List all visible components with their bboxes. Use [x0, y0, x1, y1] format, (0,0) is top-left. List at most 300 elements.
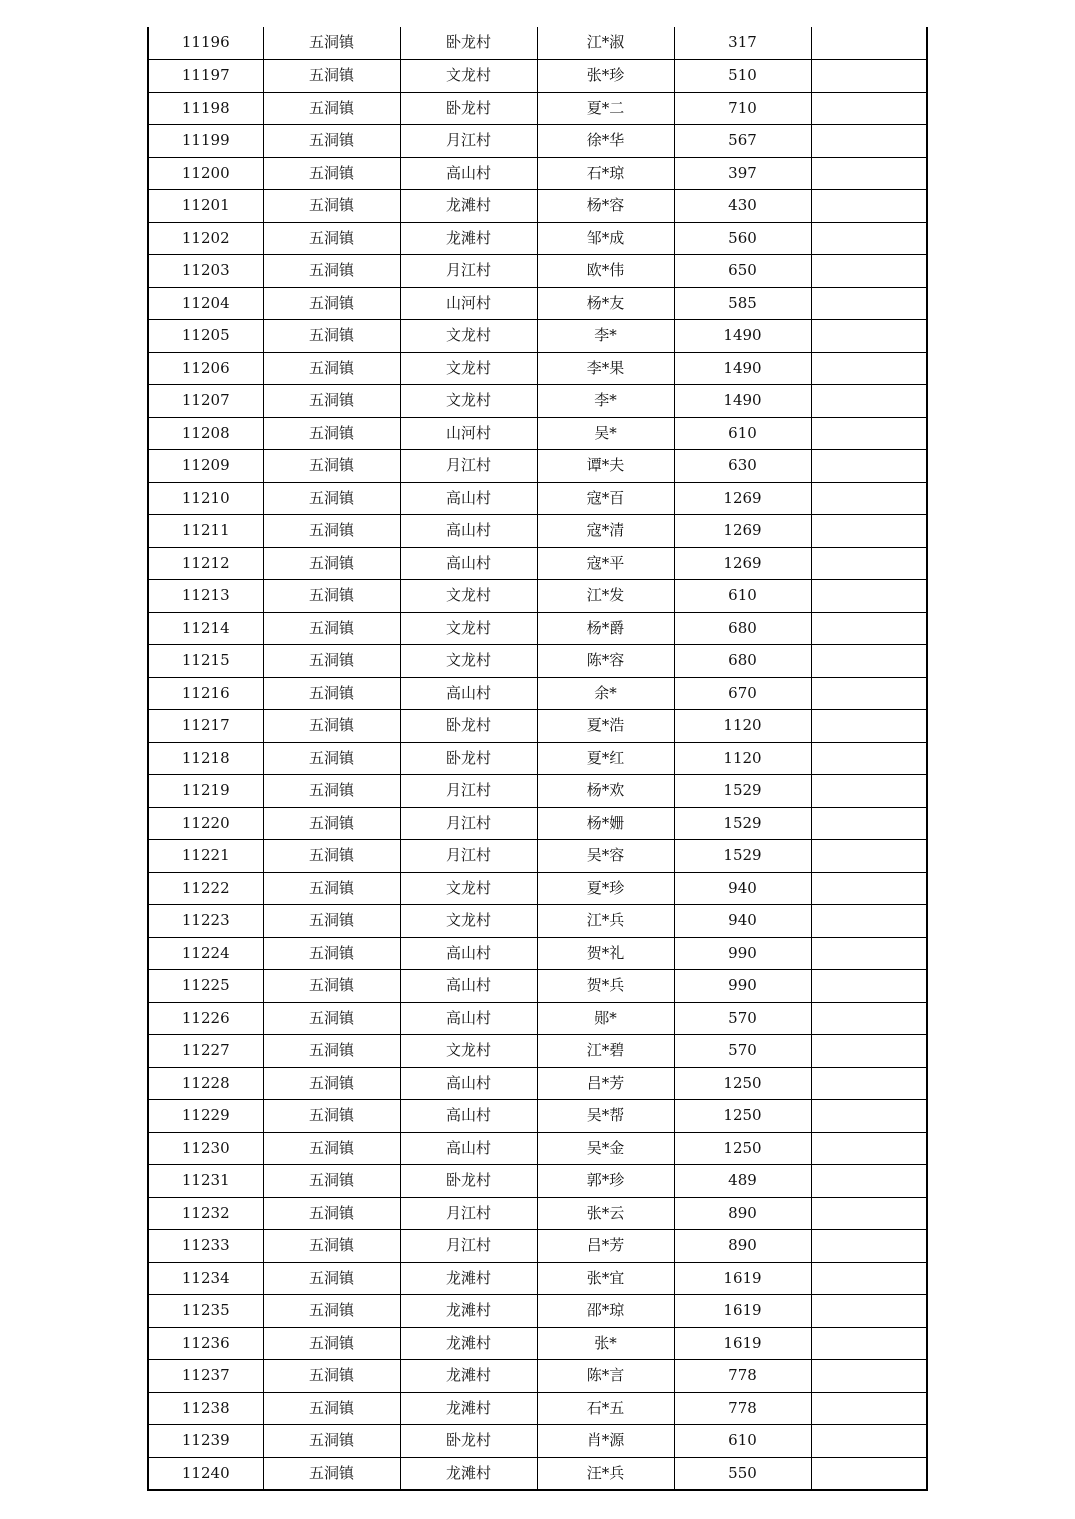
village-cell: 卧龙村: [400, 742, 537, 775]
table-row: [148, 1100, 927, 1133]
name-cell: 李*: [537, 320, 674, 353]
amount-cell: 567: [674, 125, 811, 158]
village-cell: 龙滩村: [400, 1360, 537, 1393]
remark-cell: [811, 417, 927, 450]
town-cell: 五洞镇: [263, 1392, 400, 1425]
amount-cell: 778: [674, 1392, 811, 1425]
name-cell: 张*云: [537, 1197, 674, 1230]
table-row: [148, 1360, 927, 1393]
town-cell: 五洞镇: [263, 580, 400, 613]
serial-number-cell: 11222: [148, 872, 263, 905]
serial-number-cell: 11232: [148, 1197, 263, 1230]
town-cell: 五洞镇: [263, 515, 400, 548]
town-cell: 五洞镇: [263, 27, 400, 60]
remark-cell: [811, 1457, 927, 1490]
amount-cell: 1120: [674, 742, 811, 775]
amount-cell: 680: [674, 645, 811, 678]
serial-number-cell: 11220: [148, 807, 263, 840]
amount-cell: 550: [674, 1457, 811, 1490]
name-cell: 杨*欢: [537, 775, 674, 808]
remark-cell: [811, 1132, 927, 1165]
amount-cell: 560: [674, 222, 811, 255]
amount-cell: 1490: [674, 320, 811, 353]
table-row: [148, 1165, 927, 1198]
amount-cell: 610: [674, 580, 811, 613]
village-cell: 卧龙村: [400, 1165, 537, 1198]
village-cell: 文龙村: [400, 872, 537, 905]
serial-number-cell: 11215: [148, 645, 263, 678]
name-cell: 寇*清: [537, 515, 674, 548]
remark-cell: [811, 677, 927, 710]
remark-cell: [811, 255, 927, 288]
serial-number-cell: 11227: [148, 1035, 263, 1068]
name-cell: 邵*琼: [537, 1295, 674, 1328]
table-row: [148, 807, 927, 840]
serial-number-cell: 11197: [148, 60, 263, 93]
village-cell: 月江村: [400, 450, 537, 483]
table-row: [148, 775, 927, 808]
remark-cell: [811, 482, 927, 515]
serial-number-cell: 11201: [148, 190, 263, 223]
table-row: [148, 222, 927, 255]
serial-number-cell: 11237: [148, 1360, 263, 1393]
village-cell: 文龙村: [400, 320, 537, 353]
village-cell: 高山村: [400, 970, 537, 1003]
town-cell: 五洞镇: [263, 1295, 400, 1328]
amount-cell: 890: [674, 1230, 811, 1263]
table-row: [148, 1327, 927, 1360]
remark-cell: [811, 1100, 927, 1133]
remark-cell: [811, 612, 927, 645]
town-cell: 五洞镇: [263, 1035, 400, 1068]
remark-cell: [811, 190, 927, 223]
remark-cell: [811, 840, 927, 873]
name-cell: 夏*二: [537, 92, 674, 125]
name-cell: 江*碧: [537, 1035, 674, 1068]
name-cell: 张*宜: [537, 1262, 674, 1295]
amount-cell: 1619: [674, 1262, 811, 1295]
amount-cell: 1619: [674, 1327, 811, 1360]
table-row: [148, 1197, 927, 1230]
serial-number-cell: 11202: [148, 222, 263, 255]
town-cell: 五洞镇: [263, 742, 400, 775]
town-cell: 五洞镇: [263, 92, 400, 125]
village-cell: 龙滩村: [400, 1262, 537, 1295]
remark-cell: [811, 222, 927, 255]
town-cell: 五洞镇: [263, 125, 400, 158]
town-cell: 五洞镇: [263, 1360, 400, 1393]
amount-cell: 397: [674, 157, 811, 190]
village-cell: 龙滩村: [400, 1295, 537, 1328]
remark-cell: [811, 450, 927, 483]
serial-number-cell: 11239: [148, 1425, 263, 1458]
table-row: [148, 287, 927, 320]
data-sheet: [147, 27, 926, 1491]
table-row: [148, 482, 927, 515]
remark-cell: [811, 742, 927, 775]
serial-number-cell: 11218: [148, 742, 263, 775]
remark-cell: [811, 92, 927, 125]
amount-cell: 1619: [674, 1295, 811, 1328]
remark-cell: [811, 1327, 927, 1360]
village-cell: 山河村: [400, 417, 537, 450]
name-cell: 石*五: [537, 1392, 674, 1425]
town-cell: 五洞镇: [263, 157, 400, 190]
name-cell: 杨*姗: [537, 807, 674, 840]
table-row: [148, 417, 927, 450]
serial-number-cell: 11209: [148, 450, 263, 483]
name-cell: 郧*: [537, 1002, 674, 1035]
town-cell: 五洞镇: [263, 872, 400, 905]
table-row: [148, 157, 927, 190]
remark-cell: [811, 547, 927, 580]
village-cell: 文龙村: [400, 645, 537, 678]
remark-cell: [811, 970, 927, 1003]
serial-number-cell: 11231: [148, 1165, 263, 1198]
village-cell: 龙滩村: [400, 222, 537, 255]
village-cell: 卧龙村: [400, 92, 537, 125]
village-cell: 高山村: [400, 515, 537, 548]
table-row: [148, 612, 927, 645]
town-cell: 五洞镇: [263, 450, 400, 483]
village-cell: 卧龙村: [400, 27, 537, 60]
amount-cell: 890: [674, 1197, 811, 1230]
table-row: [148, 1262, 927, 1295]
serial-number-cell: 11240: [148, 1457, 263, 1490]
village-cell: 龙滩村: [400, 1457, 537, 1490]
serial-number-cell: 11203: [148, 255, 263, 288]
amount-cell: 710: [674, 92, 811, 125]
serial-number-cell: 11223: [148, 905, 263, 938]
town-cell: 五洞镇: [263, 1067, 400, 1100]
table-row: [148, 1295, 927, 1328]
village-cell: 月江村: [400, 840, 537, 873]
town-cell: 五洞镇: [263, 190, 400, 223]
village-cell: 文龙村: [400, 580, 537, 613]
records-table: [147, 27, 928, 1491]
amount-cell: 680: [674, 612, 811, 645]
amount-cell: 610: [674, 417, 811, 450]
remark-cell: [811, 352, 927, 385]
remark-cell: [811, 1392, 927, 1425]
name-cell: 邹*成: [537, 222, 674, 255]
remark-cell: [811, 580, 927, 613]
town-cell: 五洞镇: [263, 1230, 400, 1263]
table-row: [148, 840, 927, 873]
remark-cell: [811, 1295, 927, 1328]
amount-cell: 1490: [674, 352, 811, 385]
town-cell: 五洞镇: [263, 1197, 400, 1230]
amount-cell: 778: [674, 1360, 811, 1393]
serial-number-cell: 11219: [148, 775, 263, 808]
serial-number-cell: 11228: [148, 1067, 263, 1100]
remark-cell: [811, 1425, 927, 1458]
serial-number-cell: 11212: [148, 547, 263, 580]
village-cell: 文龙村: [400, 60, 537, 93]
town-cell: 五洞镇: [263, 482, 400, 515]
serial-number-cell: 11221: [148, 840, 263, 873]
serial-number-cell: 11214: [148, 612, 263, 645]
town-cell: 五洞镇: [263, 320, 400, 353]
town-cell: 五洞镇: [263, 1327, 400, 1360]
table-row: [148, 320, 927, 353]
serial-number-cell: 11229: [148, 1100, 263, 1133]
serial-number-cell: 11196: [148, 27, 263, 60]
town-cell: 五洞镇: [263, 840, 400, 873]
remark-cell: [811, 872, 927, 905]
village-cell: 卧龙村: [400, 1425, 537, 1458]
town-cell: 五洞镇: [263, 1132, 400, 1165]
town-cell: 五洞镇: [263, 1425, 400, 1458]
table-row: [148, 872, 927, 905]
table-row: [148, 580, 927, 613]
name-cell: 贺*礼: [537, 937, 674, 970]
town-cell: 五洞镇: [263, 710, 400, 743]
amount-cell: 650: [674, 255, 811, 288]
village-cell: 龙滩村: [400, 190, 537, 223]
village-cell: 龙滩村: [400, 1327, 537, 1360]
amount-cell: 489: [674, 1165, 811, 1198]
amount-cell: 1269: [674, 482, 811, 515]
amount-cell: 1269: [674, 547, 811, 580]
serial-number-cell: 11199: [148, 125, 263, 158]
table-row: [148, 710, 927, 743]
village-cell: 文龙村: [400, 385, 537, 418]
remark-cell: [811, 1230, 927, 1263]
table-row: [148, 60, 927, 93]
village-cell: 月江村: [400, 807, 537, 840]
remark-cell: [811, 320, 927, 353]
name-cell: 江*兵: [537, 905, 674, 938]
name-cell: 江*淑: [537, 27, 674, 60]
remark-cell: [811, 775, 927, 808]
amount-cell: 940: [674, 905, 811, 938]
name-cell: 欧*伟: [537, 255, 674, 288]
table-row: [148, 1425, 927, 1458]
village-cell: 高山村: [400, 482, 537, 515]
remark-cell: [811, 1262, 927, 1295]
name-cell: 吴*: [537, 417, 674, 450]
amount-cell: 1250: [674, 1100, 811, 1133]
table-row: [148, 1002, 927, 1035]
village-cell: 文龙村: [400, 905, 537, 938]
name-cell: 江*发: [537, 580, 674, 613]
remark-cell: [811, 1035, 927, 1068]
serial-number-cell: 11217: [148, 710, 263, 743]
table-row: [148, 27, 927, 60]
table-row: [148, 1230, 927, 1263]
serial-number-cell: 11233: [148, 1230, 263, 1263]
amount-cell: 1250: [674, 1132, 811, 1165]
amount-cell: 1529: [674, 807, 811, 840]
town-cell: 五洞镇: [263, 1262, 400, 1295]
remark-cell: [811, 1197, 927, 1230]
name-cell: 徐*华: [537, 125, 674, 158]
village-cell: 高山村: [400, 1100, 537, 1133]
table-row: [148, 450, 927, 483]
remark-cell: [811, 287, 927, 320]
village-cell: 月江村: [400, 775, 537, 808]
table-row: [148, 1392, 927, 1425]
amount-cell: 1490: [674, 385, 811, 418]
town-cell: 五洞镇: [263, 287, 400, 320]
amount-cell: 570: [674, 1035, 811, 1068]
remark-cell: [811, 937, 927, 970]
table-row: [148, 92, 927, 125]
name-cell: 石*琼: [537, 157, 674, 190]
name-cell: 吕*芳: [537, 1230, 674, 1263]
name-cell: 寇*百: [537, 482, 674, 515]
name-cell: 吕*芳: [537, 1067, 674, 1100]
village-cell: 高山村: [400, 937, 537, 970]
remark-cell: [811, 645, 927, 678]
name-cell: 贺*兵: [537, 970, 674, 1003]
name-cell: 杨*爵: [537, 612, 674, 645]
serial-number-cell: 11226: [148, 1002, 263, 1035]
name-cell: 杨*友: [537, 287, 674, 320]
town-cell: 五洞镇: [263, 547, 400, 580]
remark-cell: [811, 157, 927, 190]
serial-number-cell: 11207: [148, 385, 263, 418]
table-row: [148, 125, 927, 158]
village-cell: 文龙村: [400, 612, 537, 645]
table-row: [148, 547, 927, 580]
town-cell: 五洞镇: [263, 937, 400, 970]
name-cell: 夏*浩: [537, 710, 674, 743]
table-row: [148, 385, 927, 418]
remark-cell: [811, 905, 927, 938]
name-cell: 谭*夫: [537, 450, 674, 483]
village-cell: 文龙村: [400, 1035, 537, 1068]
name-cell: 寇*平: [537, 547, 674, 580]
serial-number-cell: 11225: [148, 970, 263, 1003]
town-cell: 五洞镇: [263, 1165, 400, 1198]
serial-number-cell: 11198: [148, 92, 263, 125]
remark-cell: [811, 1360, 927, 1393]
name-cell: 张*: [537, 1327, 674, 1360]
remark-cell: [811, 807, 927, 840]
amount-cell: 990: [674, 970, 811, 1003]
remark-cell: [811, 515, 927, 548]
amount-cell: 670: [674, 677, 811, 710]
serial-number-cell: 11213: [148, 580, 263, 613]
town-cell: 五洞镇: [263, 385, 400, 418]
serial-number-cell: 11205: [148, 320, 263, 353]
amount-cell: 1269: [674, 515, 811, 548]
village-cell: 月江村: [400, 125, 537, 158]
amount-cell: 430: [674, 190, 811, 223]
town-cell: 五洞镇: [263, 970, 400, 1003]
name-cell: 李*果: [537, 352, 674, 385]
name-cell: 吴*金: [537, 1132, 674, 1165]
town-cell: 五洞镇: [263, 417, 400, 450]
name-cell: 陈*言: [537, 1360, 674, 1393]
serial-number-cell: 11216: [148, 677, 263, 710]
amount-cell: 1250: [674, 1067, 811, 1100]
town-cell: 五洞镇: [263, 222, 400, 255]
name-cell: 吴*帮: [537, 1100, 674, 1133]
amount-cell: 317: [674, 27, 811, 60]
town-cell: 五洞镇: [263, 807, 400, 840]
village-cell: 龙滩村: [400, 1392, 537, 1425]
name-cell: 郭*珍: [537, 1165, 674, 1198]
town-cell: 五洞镇: [263, 645, 400, 678]
village-cell: 月江村: [400, 255, 537, 288]
amount-cell: 990: [674, 937, 811, 970]
name-cell: 夏*红: [537, 742, 674, 775]
amount-cell: 510: [674, 60, 811, 93]
table-row: [148, 352, 927, 385]
town-cell: 五洞镇: [263, 255, 400, 288]
town-cell: 五洞镇: [263, 612, 400, 645]
name-cell: 夏*珍: [537, 872, 674, 905]
remark-cell: [811, 710, 927, 743]
table-row: [148, 515, 927, 548]
table-row: [148, 970, 927, 1003]
town-cell: 五洞镇: [263, 905, 400, 938]
serial-number-cell: 11211: [148, 515, 263, 548]
serial-number-cell: 11234: [148, 1262, 263, 1295]
amount-cell: 610: [674, 1425, 811, 1458]
amount-cell: 570: [674, 1002, 811, 1035]
name-cell: 张*珍: [537, 60, 674, 93]
village-cell: 高山村: [400, 1002, 537, 1035]
town-cell: 五洞镇: [263, 1100, 400, 1133]
village-cell: 高山村: [400, 677, 537, 710]
town-cell: 五洞镇: [263, 352, 400, 385]
table-row: [148, 1067, 927, 1100]
amount-cell: 940: [674, 872, 811, 905]
town-cell: 五洞镇: [263, 1457, 400, 1490]
table-row: [148, 645, 927, 678]
village-cell: 高山村: [400, 157, 537, 190]
table-row: [148, 905, 927, 938]
name-cell: 陈*容: [537, 645, 674, 678]
serial-number-cell: 11230: [148, 1132, 263, 1165]
village-cell: 月江村: [400, 1197, 537, 1230]
remark-cell: [811, 385, 927, 418]
remark-cell: [811, 60, 927, 93]
village-cell: 文龙村: [400, 352, 537, 385]
name-cell: 李*: [537, 385, 674, 418]
town-cell: 五洞镇: [263, 1002, 400, 1035]
serial-number-cell: 11238: [148, 1392, 263, 1425]
amount-cell: 630: [674, 450, 811, 483]
serial-number-cell: 11204: [148, 287, 263, 320]
serial-number-cell: 11206: [148, 352, 263, 385]
table-row: [148, 1132, 927, 1165]
village-cell: 高山村: [400, 1132, 537, 1165]
amount-cell: 1120: [674, 710, 811, 743]
amount-cell: 1529: [674, 840, 811, 873]
amount-cell: 1529: [674, 775, 811, 808]
village-cell: 高山村: [400, 1067, 537, 1100]
name-cell: 肖*源: [537, 1425, 674, 1458]
records-table-body: [148, 27, 927, 1490]
table-row: [148, 255, 927, 288]
table-row: [148, 677, 927, 710]
serial-number-cell: 11208: [148, 417, 263, 450]
serial-number-cell: 11224: [148, 937, 263, 970]
town-cell: 五洞镇: [263, 60, 400, 93]
table-row: [148, 937, 927, 970]
remark-cell: [811, 125, 927, 158]
remark-cell: [811, 1002, 927, 1035]
name-cell: 汪*兵: [537, 1457, 674, 1490]
remark-cell: [811, 27, 927, 60]
remark-cell: [811, 1165, 927, 1198]
table-row: [148, 1035, 927, 1068]
